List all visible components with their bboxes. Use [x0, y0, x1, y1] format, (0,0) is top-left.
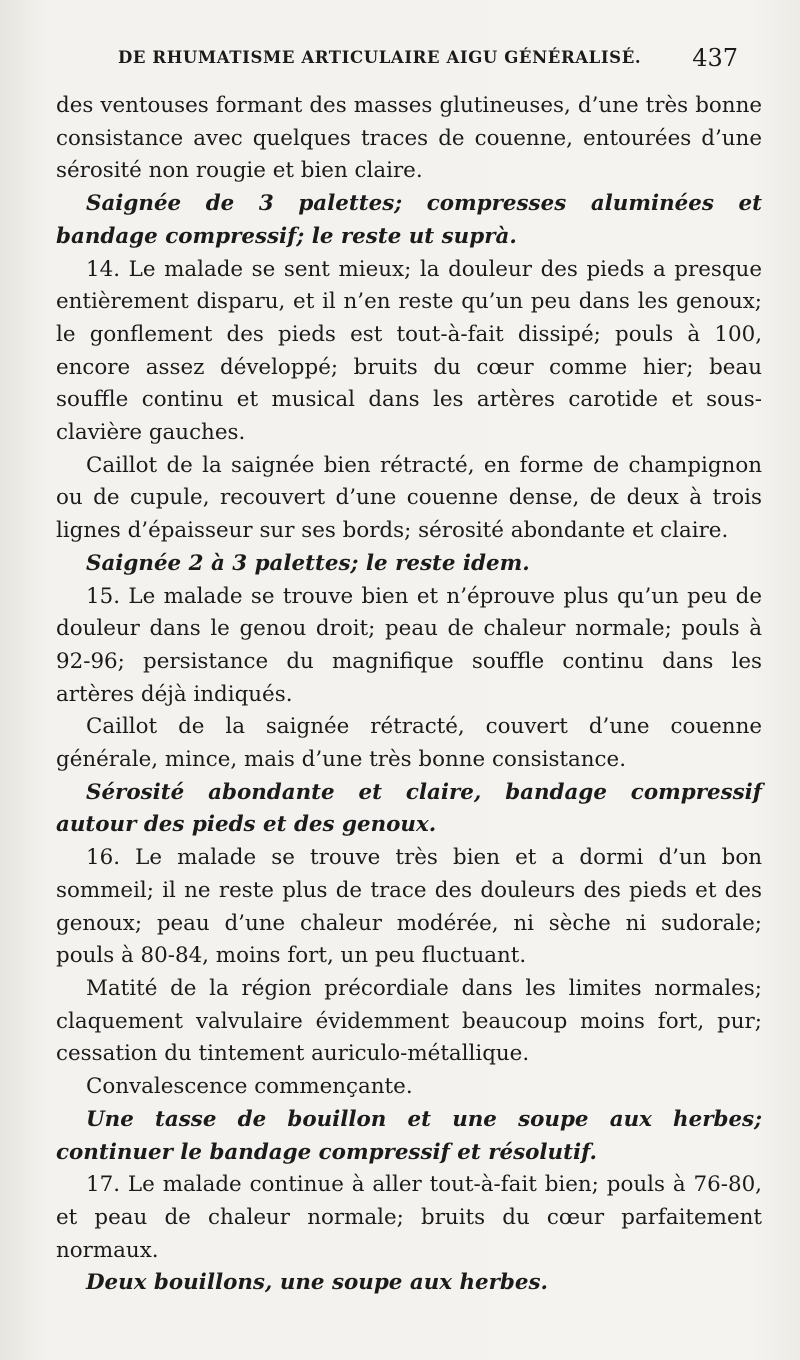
- paragraph-convalescence: Convalescence commençante.: [86, 1074, 413, 1100]
- paragraph-caillot-14: Caillot de la saignée bien rétracté, en forme de champignon ou de cupule, recouvert d’une couenne dense, de deux à trois lignes d’épaisseur sur ses bords; sérosité abondante et claire.: [56, 452, 762, 544]
- prescription-bandage: Sérosité abondante et claire, bandage compressif autour des pieds et des genoux.: [56, 779, 762, 838]
- prescription-bouillon: Une tasse de bouillon et une soupe aux herbes; continuer le bandage compressif et résolutif.: [56, 1106, 762, 1165]
- paragraph-matite: Matité de la région précordiale dans les limites normales; claquement valvulaire évidemment beaucoup moins fort, pur; cessation du tintement auriculo-métallique.: [56, 975, 762, 1067]
- page-header: [118, 44, 738, 74]
- paragraph-day-14: 14. Le malade se sent mieux; la douleur des pieds a presque entièrement disparu, et il n’en reste qu’un peu dans les genoux; le gonflement des pieds est tout-à-fait dissipé; pouls à 100, encore assez développé; bruits du cœur comme hier; beau souffle continu et musical dans les artères carotide et sous-clavière gauches.: [56, 256, 762, 446]
- prescription-saignee-3-palettes: Saignée de 3 palettes; compresses aluminées et bandage compressif; le reste ut suprà.: [56, 191, 762, 249]
- prescription-deux-bouillons: Deux bouillons, une soupe aux herbes.: [86, 1270, 548, 1296]
- paragraph-day-15: 15. Le malade se trouve bien et n’éprouve plus qu’un peu de douleur dans le genou droit; peau de chaleur normale; pouls à 92-96; persistance du magnifique souffle continu dans les artères déjà indiqués.: [56, 583, 762, 707]
- running-head: DE RHUMATISME ARTICULAIRE AIGU GÉNÉRALISÉ.: [118, 48, 642, 67]
- paragraph-ventouses: des ventouses formant des masses glutineuses, d’une très bonne consistance avec quelques traces de couenne, entourées d’une sérosité non rougie et bien claire.: [56, 93, 762, 184]
- paragraph-day-17: 17. Le malade continue à aller tout-à-fait bien; pouls à 76-80, et peau de chaleur normale; bruits du cœur parfaitement normaux.: [56, 1172, 762, 1263]
- body-text: [56, 90, 762, 1300]
- prescription-saignee-2-3-palettes: Saignée 2 à 3 palettes; le reste idem.: [86, 550, 530, 576]
- paragraph-caillot-15: Caillot de la saignée rétracté, couvert d’une couenne générale, mince, mais d’une très bonne consistance.: [56, 714, 762, 773]
- page-number: 437: [692, 44, 738, 72]
- paragraph-day-16: 16. Le malade se trouve très bien et a dormi d’un bon sommeil; il ne reste plus de trace des douleurs des pieds et des genoux; peau d’une chaleur modérée, ni sèche ni sudorale; pouls à 80-84, moins fort, un peu fluctuant.: [56, 845, 762, 969]
